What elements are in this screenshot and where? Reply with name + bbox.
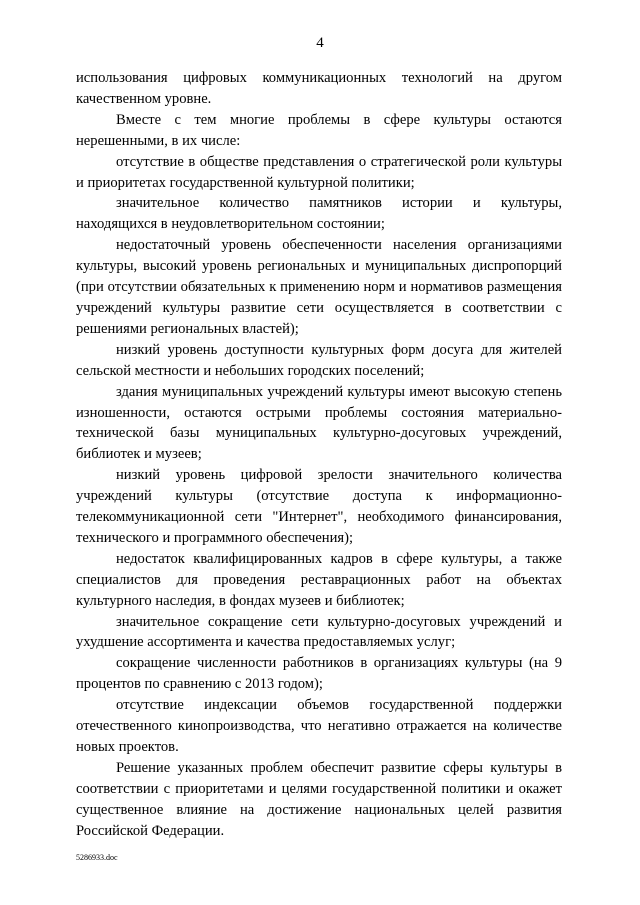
page-number: 4 <box>316 35 324 51</box>
footer-doc-id: 5286933.doc <box>76 853 118 862</box>
paragraph-conclusion: Решение указанных проблем обеспечит развитие сферы культуры в соответствии с приоритетами и целями государственной политики и окажет существенное влияние на достижение национальных целей развития Российской Федерации. <box>76 759 562 839</box>
list-item-problem: низкий уровень доступности культурных форм досуга для жителей сельской местности и небольших городских поселений; <box>76 341 562 379</box>
list-item-problem: недостаток квалифицированных кадров в сфере культуры, а также специалистов для проведения реставрационных работ на объектах культурного наследия, в фондах музеев и библиотек; <box>76 550 562 609</box>
paragraph-continuation: использования цифровых коммуникационных технологий на другом качественном уровне. <box>76 70 562 107</box>
document-body <box>76 68 562 842</box>
paragraph-problems-intro: Вместе с тем многие проблемы в сфере культуры остаются нерешенными, в их числе: <box>76 111 562 149</box>
list-item-problem: значительное количество памятников истории и культуры, находящихся в неудовлетворительном состоянии; <box>76 195 562 233</box>
list-item-problem: низкий уровень цифровой зрелости значительного количества учреждений культуры (отсутствие доступа к информационно-телекоммуникационной сети "Интернет", необходимого финансирования, технического и программного обеспечения); <box>76 467 562 546</box>
list-item-problem: недостаточный уровень обеспеченности населения организациями культуры, высокий уровень региональных и муниципальных диспропорций (при отсутствии обязательных к применению норм и нормативов размещения учреждений культуры развитие сети осуществляется в соответствии с решениями региональных властей); <box>76 237 562 337</box>
list-item-problem: здания муниципальных учреждений культуры имеют высокую степень изношенности, остаются острыми проблемы состояния материально-технической базы муниципальных культурно-досуговых учреждений, библиотек и музеев; <box>76 383 562 463</box>
list-item-problem: отсутствие в обществе представления о стратегической роли культуры и приоритетах государственной культурной политики; <box>76 153 562 191</box>
list-item-problem: сокращение численности работников в организациях культуры (на 9 процентов по сравнению с 2013 годом); <box>76 655 562 693</box>
list-item-problem: значительное сокращение сети культурно-досуговых учреждений и ухудшение ассортимента и качества предоставляемых услуг; <box>76 613 562 651</box>
list-item-problem: отсутствие индексации объемов государственной поддержки отечественного кинопроизводства, что негативно отражается на количестве новых проектов. <box>76 697 562 755</box>
